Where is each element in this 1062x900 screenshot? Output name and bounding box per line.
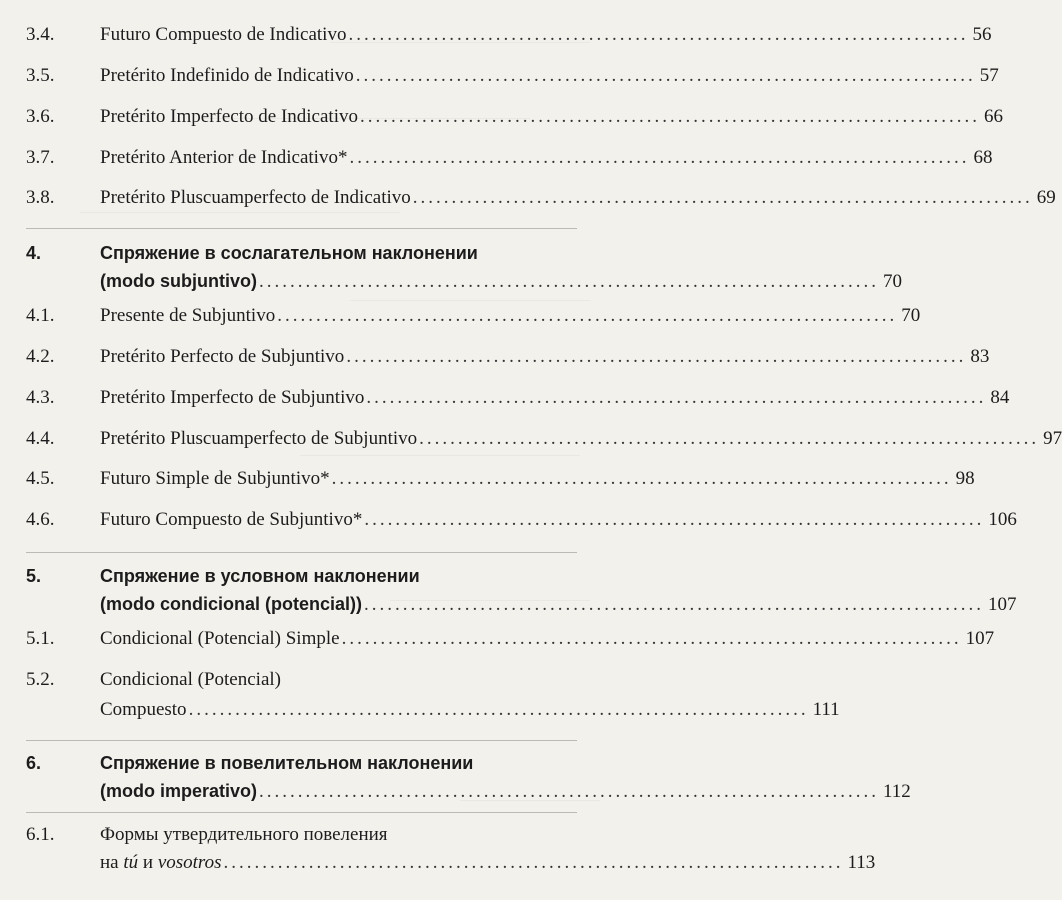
entry-page: 70 [882, 271, 902, 292]
entry-page: 69 [1036, 187, 1056, 208]
entry-title-line1: Формы утвердительного повеления [100, 824, 388, 845]
entry-title: Futuro Compuesto de Indicativo [100, 24, 347, 45]
entry-page: 113 [847, 852, 876, 873]
section-divider [26, 740, 577, 741]
entry-number: 4.1. [26, 305, 55, 326]
table-of-contents: 3.4. Futuro Compuesto de Indicativo ................................................................................ 56 3.5. Pretérito Indefinido de Indicativo ................................................................................ 57 3.6. Pretérito Imperfecto de Indicativo ................................................................................ 66 3.7. Pretérito Anterior de Indicativo* ................................................................................ 68 3.8. Pretérito Pluscuamperfecto de Indicativo ................................................................................ 69 4. Спряжение в сослагательном наклонении (modo subjuntivo) ................................................................................ 70 4.1. Presente de Subjuntivo ................................................................................ 70 4.2. Pretérito Perfecto de Subjuntivo ................................................................................ 83 4.3. Pretérito Imperfecto de Subjuntivo ................................................................................ 84 4.4. Pretérito Pluscuamperfecto de Subjuntivo ................................................................................ 97 4.5. Futuro Simple de Subjuntivo* ................................................................................ 98 4.6. Futuro Compuesto de Subjuntivo* ................................................................................ 106 5. Спряжение в условном наклонении (modo condicional (potencial)) ................................................................................ 107 5.1. Condicional (Potencial) Simple ................................................................................ 107 5.2. Condicional (Potencial) Compuesto ................................................................................ 111 6. Спряжение в повелительном наклонении (modo imperativo) ................................................................................ 112 6.1. Формы утвердительного повеления на tú и vosotros ................................................................................ 113 [0, 0, 617, 900]
entry-page: 70 [901, 305, 921, 326]
entry-page: 66 [983, 106, 1003, 127]
entry-number: 4.6. [26, 509, 55, 530]
section-divider [26, 552, 577, 553]
entry-title: на tú и vosotros [100, 852, 222, 873]
entry-page: 112 [883, 781, 911, 802]
entry-number: 3.8. [26, 187, 55, 208]
entry-page: 107 [965, 628, 995, 649]
entry-title: Compuesto [100, 699, 187, 720]
entry-number: 6. [26, 753, 42, 773]
entry-number: 5.2. [26, 669, 55, 690]
entry-number: 5. [26, 566, 42, 586]
entry-number: 3.6. [26, 106, 55, 127]
entry-number: 4.5. [26, 468, 55, 489]
entry-number: 4.4. [26, 428, 55, 449]
entry-number: 6.1. [26, 824, 55, 845]
entry-page: 97 [1043, 428, 1062, 449]
entry-page: 111 [812, 699, 840, 720]
entry-page: 84 [990, 387, 1010, 408]
entry-title-line1: Спряжение в повелительном наклонении [100, 753, 474, 773]
entry-title: Pretérito Indefinido de Indicativo [100, 65, 354, 86]
entry-number: 3.4. [26, 24, 55, 45]
entry-number: 4. [26, 243, 42, 263]
entry-title: Pretérito Perfecto de Subjuntivo [100, 346, 345, 367]
entry-page: 107 [988, 594, 1017, 615]
entry-number: 3.5. [26, 65, 55, 86]
section-divider [26, 812, 577, 813]
entry-title: (modo subjuntivo) [100, 271, 257, 291]
entry-number: 5.1. [26, 628, 55, 649]
entry-page: 68 [973, 147, 993, 168]
entry-title: Futuro Simple de Subjuntivo* [100, 468, 330, 489]
entry-page: 83 [970, 346, 990, 367]
entry-title: Pretérito Imperfecto de Indicativo [100, 106, 358, 127]
entry-number: 4.3. [26, 387, 55, 408]
entry-number: 3.7. [26, 147, 55, 168]
entry-page: 57 [979, 65, 999, 86]
entry-title: Presente de Subjuntivo [100, 305, 276, 326]
entry-title: Condicional (Potencial) Simple [100, 628, 340, 649]
entry-title: Pretérito Anterior de Indicativo* [100, 147, 348, 168]
entry-title-line1: Спряжение в условном наклонении [100, 566, 420, 586]
entry-page: 98 [955, 468, 975, 489]
entry-title: (modo condicional (potencial)) [100, 594, 362, 614]
entry-number: 4.2. [26, 346, 55, 367]
entry-title: Pretérito Pluscuamperfecto de Subjuntivo [100, 428, 418, 449]
entry-title: (modo imperativo) [100, 781, 258, 801]
entry-title: Futuro Compuesto de Subjuntivo* [100, 509, 363, 530]
entry-title-line1: Condicional (Potencial) [100, 669, 281, 690]
entry-page: 106 [988, 509, 1017, 530]
section-divider [26, 228, 577, 229]
entry-title-line1: Спряжение в сослагательном наклонении [100, 243, 478, 263]
entry-title: Pretérito Imperfecto de Subjuntivo [100, 387, 365, 408]
entry-page: 56 [972, 24, 992, 45]
entry-title: Pretérito Pluscuamperfecto de Indicativo [100, 187, 411, 208]
